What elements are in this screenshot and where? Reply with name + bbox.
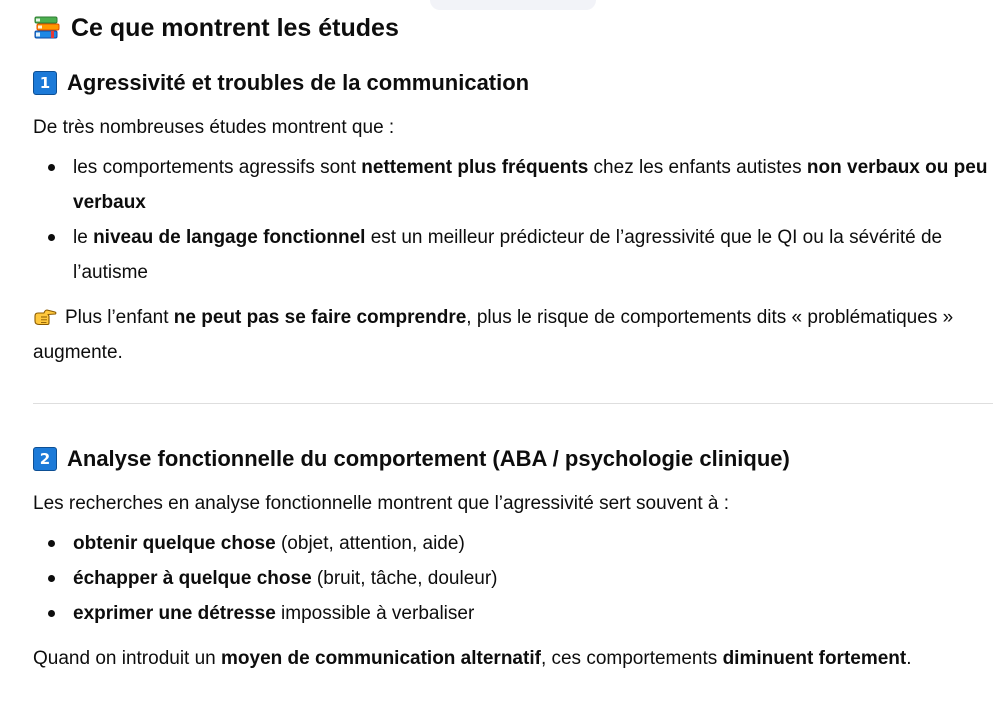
books-icon <box>33 14 61 42</box>
page-title <box>33 12 399 44</box>
section-2-conclusion: Quand on introduit un moyen de communication alternatif, ces comportements diminuent fortement. <box>33 648 912 669</box>
list-item: obtenir quelque chose (objet, attention, aide) <box>33 526 993 561</box>
keycap-1-icon: 1 <box>33 71 57 95</box>
top-scroll-pill <box>430 0 596 10</box>
list-item: échapper à quelque chose (bruit, tâche, douleur) <box>33 561 993 596</box>
section-1-list <box>33 150 993 290</box>
section-2-heading <box>33 444 790 474</box>
section-1-heading <box>33 68 529 98</box>
section-1-intro: De très nombreuses études montrent que : <box>33 117 395 138</box>
pointing-hand-icon <box>33 303 57 321</box>
keycap-2-icon: 2 <box>33 447 57 471</box>
section-2-heading-text: Analyse fonctionnelle du comportement (ABA / psychologie clinique) <box>67 446 790 471</box>
section-1-conclusion: Plus l’enfant ne peut pas se faire comprendre, plus le risque de comportements dits « problématiques » augmente. <box>33 300 993 370</box>
list-item: les comportements agressifs sont nettement plus fréquents chez les enfants autistes non verbaux ou peu verbaux <box>33 150 993 220</box>
section-2-intro: Les recherches en analyse fonctionnelle montrent que l’agressivité sert souvent à : <box>33 493 730 514</box>
section-2-list <box>33 526 993 631</box>
page-title-text: Ce que montrent les études <box>71 14 399 42</box>
section-1-heading-text: Agressivité et troubles de la communication <box>67 70 530 95</box>
section-divider <box>33 403 993 404</box>
list-item: exprimer une détresse impossible à verbaliser <box>33 596 993 631</box>
list-item: le niveau de langage fonctionnel est un meilleur prédicteur de l’agressivité que le QI ou la sévérité de l’autisme <box>33 220 993 290</box>
